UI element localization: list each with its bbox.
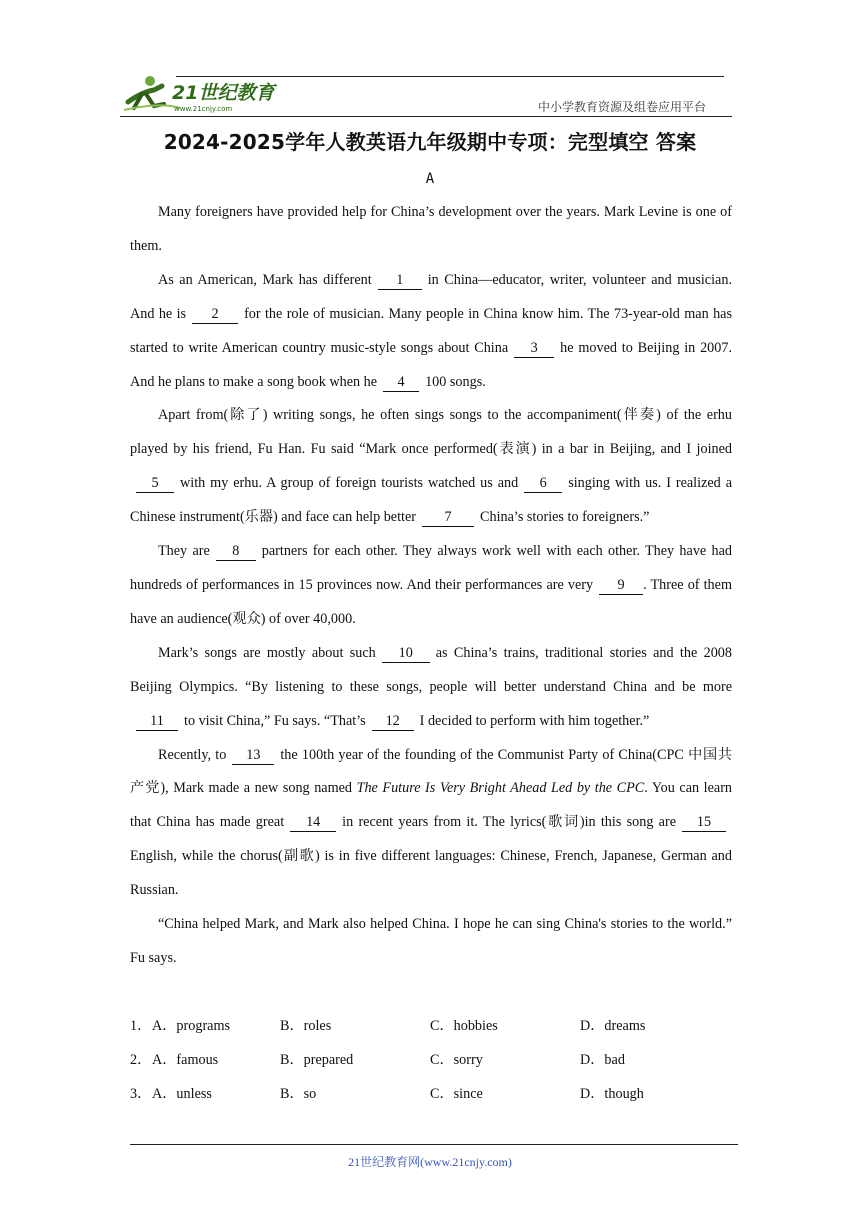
paragraph-2: [130, 264, 732, 400]
option-c: C．hobbies: [430, 1018, 498, 1034]
option-a: A．programs: [152, 1018, 231, 1034]
page-title: 2024-2025学年人教英语九年级期中专项：完型填空 答案: [163, 130, 697, 154]
text: Mark’s songs are mostly about such: [158, 644, 376, 661]
blank-5: 5: [136, 474, 174, 493]
text: . You can learn that China has made great: [130, 780, 733, 831]
option-d: D．though: [580, 1086, 644, 1102]
question-number: 2．: [130, 1052, 152, 1068]
blank-11: 11: [136, 712, 178, 731]
text: English, while the chorus(副歌) is in five different languages: Chinese, French, Japanese, German and Russian.: [130, 848, 732, 899]
text: China’s stories to foreigners.”: [480, 509, 650, 526]
question-row: [130, 1042, 732, 1076]
option-d: D．dreams: [580, 1018, 646, 1034]
blank-9: 9: [599, 576, 643, 595]
header-tagline: 中小学教育资源及组卷应用平台: [537, 100, 706, 114]
option-b: B．prepared: [280, 1052, 354, 1068]
blank-13: 13: [232, 746, 274, 765]
question-row: [130, 1008, 732, 1042]
logo-url: www.21cnjy.com: [174, 105, 233, 113]
song-title: The Future Is Very Bright Ahead Led by the CPC: [356, 780, 645, 797]
paragraph-4: [130, 535, 732, 637]
question-options: [130, 1008, 732, 1110]
text: the 100th year of the founding of the Communist Party of China(CPC 中国共产党), Mark made a new song named: [130, 746, 732, 797]
blank-4: 4: [383, 373, 419, 392]
text: with my erhu. A group of foreign tourists watched us and: [180, 475, 519, 492]
blank-3: 3: [514, 339, 554, 358]
footer-link[interactable]: 21世纪教育网(www.21cnjy.com): [348, 1155, 512, 1169]
text: in China—educator, writer, volunteer and musician. And he is: [130, 271, 732, 322]
option-d: D．bad: [580, 1052, 625, 1068]
text: “China helped Mark, and Mark also helped China. I hope he can sing China's stories to the world.” Fu says.: [130, 916, 732, 966]
runner-icon: [120, 72, 290, 114]
text: As an American, Mark has different: [158, 271, 372, 288]
paragraph-1: [130, 196, 732, 264]
text: They are: [158, 543, 210, 560]
logo-text: 21世纪教育: [172, 82, 275, 104]
blank-1: 1: [378, 271, 422, 290]
blank-7: 7: [422, 508, 474, 527]
text: he moved to Beijing in 2007. And he plans to make a song book when he: [130, 339, 732, 390]
text: for the role of musician. Many people in China know him. The 73-year-old man has started to write American country music-style songs about China: [130, 305, 732, 356]
question-number: 3．: [130, 1086, 152, 1102]
blank-12: 12: [372, 712, 414, 731]
section-label: A: [425, 171, 435, 187]
footer-rule: [130, 1144, 738, 1145]
blank-10: 10: [382, 644, 430, 663]
option-a: A．unless: [152, 1086, 212, 1102]
text: . Three of them have an audience(观众) of over 40,000.: [130, 576, 732, 627]
blank-6: 6: [524, 474, 562, 493]
passage: [130, 196, 732, 976]
blank-15: 15: [682, 813, 726, 832]
blank-8: 8: [216, 542, 256, 561]
option-c: C．since: [430, 1086, 483, 1102]
text: I decided to perform with him together.”: [419, 712, 650, 729]
text: Many foreigners have provided help for China’s development over the years. Mark Levine is one of them.: [130, 204, 732, 254]
header-bottom-rule: [120, 116, 732, 117]
question-row: [130, 1076, 732, 1110]
site-logo: [120, 72, 290, 114]
option-a: A．famous: [152, 1052, 219, 1068]
question-number: 1．: [130, 1018, 152, 1034]
text: as China’s trains, traditional stories and the 2008 Beijing Olympics. “By listening to these songs, people will better understand China and be more: [130, 644, 732, 695]
option-b: B．so: [280, 1086, 317, 1102]
text: Recently, to: [158, 746, 227, 763]
paragraph-6: [130, 739, 732, 909]
paragraph-7: [130, 908, 732, 976]
text: Apart from(除了) writing songs, he often sings songs to the accompaniment(伴奏) of the erhu played by his friend, Fu Han. Fu said “Mark once performed(表演) in a bar in Beijing, and I joined: [130, 407, 732, 458]
option-b: B．roles: [280, 1018, 332, 1034]
text: 100 songs.: [425, 373, 486, 390]
text: singing with us. I realized a Chinese instrument(乐器) and face can help better: [130, 475, 732, 526]
blank-14: 14: [290, 813, 336, 832]
paragraph-3: [130, 399, 732, 535]
text: in recent years from it. The lyrics(歌词)in this song are: [342, 814, 676, 831]
text: partners for each other. They always work well with each other. They have had hundreds of performances in 15 provinces now. And their performances are very: [130, 543, 732, 593]
option-c: C．sorry: [430, 1052, 483, 1068]
blank-2: 2: [192, 305, 238, 324]
paragraph-5: [130, 637, 732, 739]
page-header: [120, 66, 732, 120]
text: to visit China,” Fu says. “That’s: [184, 712, 366, 729]
